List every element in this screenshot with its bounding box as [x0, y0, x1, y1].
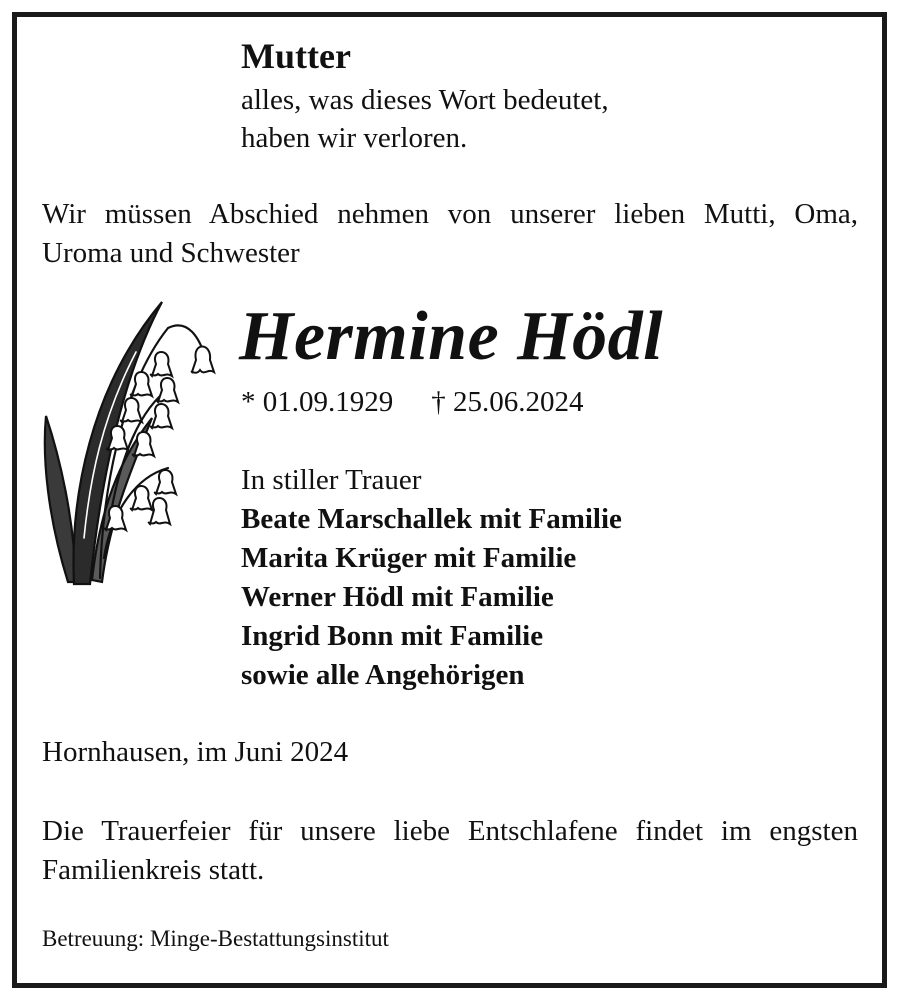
motto-line-1: alles, was dieses Wort bedeutet,: [241, 84, 609, 116]
motto-title: Mutter: [241, 36, 351, 76]
mourners-intro: In stiller Trauer: [241, 464, 422, 496]
mourner-2: Marita Krüger mit Familie: [241, 542, 577, 574]
intro-line-1: Wir müssen Abschied nehmen von unserer lieben Mutti, Oma,: [42, 198, 858, 230]
place-date: Hornhausen, im Juni 2024: [42, 736, 349, 768]
ceremony-line-1: Die Trauerfeier für unsere liebe Entschlafene findet im engsten: [42, 815, 858, 847]
mourner-5: sowie alle Angehörigen: [241, 659, 525, 691]
birth-date: * 01.09.1929: [241, 386, 394, 418]
mourner-4: Ingrid Bonn mit Familie: [241, 620, 544, 652]
funeral-home-credit: Betreuung: Minge-Bestattungsinstitut: [42, 926, 389, 951]
motto-line-2: haben wir verloren.: [241, 122, 468, 154]
lily-of-the-valley-icon: [40, 298, 216, 588]
mourner-1: Beate Marschallek mit Familie: [241, 503, 622, 535]
deceased-name: Hermine Hödl: [239, 298, 664, 375]
death-date: † 25.06.2024: [431, 386, 584, 418]
life-dates: [241, 384, 584, 420]
intro-line-2: Uroma und Schwester: [42, 237, 300, 269]
ceremony-line-2: Familienkreis statt.: [42, 854, 265, 886]
mourner-3: Werner Hödl mit Familie: [241, 581, 554, 613]
